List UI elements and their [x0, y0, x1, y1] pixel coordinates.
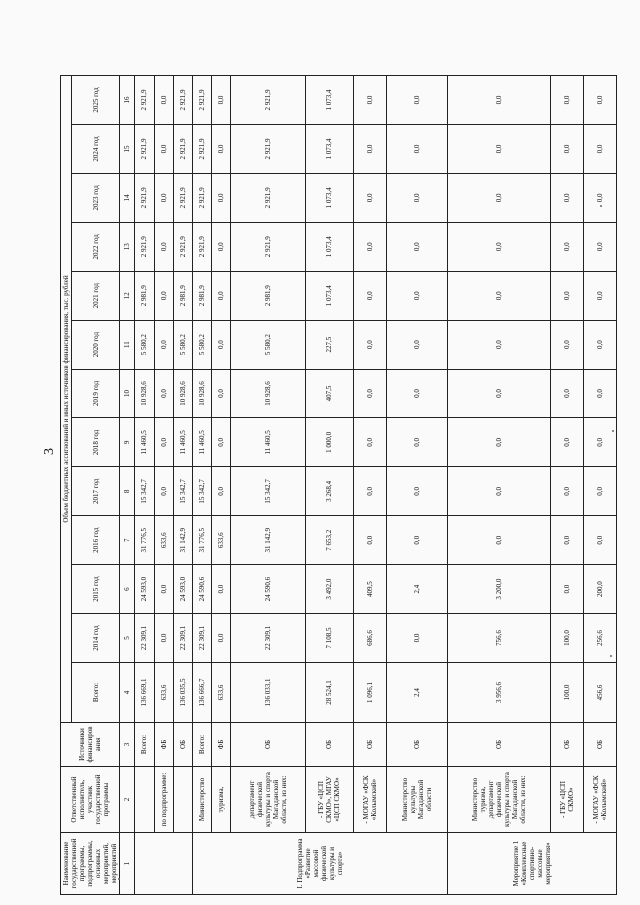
col-number: 7 [120, 516, 135, 565]
row-value: 2 921,9 [192, 173, 211, 222]
header-year: 2022 год [72, 222, 120, 271]
row-value: 136 033,1 [231, 663, 306, 723]
row-source: ОБ [353, 723, 386, 767]
header-year: 2019 год [72, 369, 120, 418]
row-value: 22 309,1 [173, 614, 192, 663]
row-value: 0,0 [386, 76, 447, 125]
row-value: 0,0 [447, 76, 550, 125]
row-value: 0,0 [584, 516, 617, 565]
header-year: 2024 год [72, 125, 120, 174]
row-value: 0,0 [154, 418, 173, 467]
row-value: 0,0 [212, 76, 231, 125]
row-value: 1 073,4 [306, 222, 353, 271]
row-value: 2 921,9 [173, 76, 192, 125]
row-source: ФБ [154, 723, 173, 767]
header-year: 2016 год [72, 516, 120, 565]
row-value: 0,0 [447, 467, 550, 516]
row-value: 0,0 [550, 467, 583, 516]
col-number: 5 [120, 614, 135, 663]
row-value: 0,0 [550, 516, 583, 565]
row-value: 2 921,9 [192, 76, 211, 125]
budget-table [60, 75, 617, 895]
row-value: 0,0 [584, 173, 617, 222]
row-value: 11 460,5 [173, 418, 192, 467]
row-value: 15 342,7 [231, 467, 306, 516]
col-number: 15 [120, 125, 135, 174]
header-year: 2025 год [72, 76, 120, 125]
col-number: 8 [120, 467, 135, 516]
row-value: 2 921,9 [135, 76, 154, 125]
row-value: 5 580,2 [173, 320, 192, 369]
row-value: 11 460,5 [231, 418, 306, 467]
row-source: ОБ [231, 723, 306, 767]
row-value: 686,6 [353, 614, 386, 663]
row-value: 0,0 [212, 467, 231, 516]
row-value: 0,0 [353, 320, 386, 369]
header-volume: Объем бюджетных ассигнований и иных источников финансирования, тыс. рублей [61, 76, 72, 723]
row-value: 136 669,1 [135, 663, 154, 723]
row-source: ОБ [447, 723, 550, 767]
row-value: 0,0 [386, 516, 447, 565]
row-value: 3 492,0 [306, 565, 353, 614]
table-row [584, 76, 617, 895]
row-value: 0,0 [212, 418, 231, 467]
row-value: 633,6 [154, 663, 173, 723]
row-value: 100,0 [550, 663, 583, 723]
row-value: 15 342,7 [135, 467, 154, 516]
row-source: Всего: [135, 723, 154, 767]
row-value: 0,0 [353, 125, 386, 174]
row-value: 0,0 [154, 320, 173, 369]
row-value: 0,0 [154, 76, 173, 125]
col-number: 12 [120, 271, 135, 320]
table-row [353, 76, 386, 895]
row-executor: по подпрограмме: [154, 767, 173, 833]
row-value: 0,0 [154, 565, 173, 614]
row-value: 5 580,2 [135, 320, 154, 369]
row-value: 0,0 [154, 125, 173, 174]
scan-speck [612, 430, 614, 432]
row-name: I. Подпрограмма «Развитие массовой физической культуры и спорта» [192, 833, 447, 895]
row-value: 1 073,4 [306, 125, 353, 174]
col-number: 13 [120, 222, 135, 271]
header-year: 2018 год [72, 418, 120, 467]
row-value: 0,0 [550, 369, 583, 418]
row-value: 3 200,0 [447, 565, 550, 614]
row-value: 5 580,2 [192, 320, 211, 369]
col-number: 4 [120, 663, 135, 723]
header-year: 2015 год [72, 565, 120, 614]
row-executor: - МОГАУ «ФСК «Колымский» [584, 767, 617, 833]
row-value: 1 073,4 [306, 173, 353, 222]
row-source: ОБ [173, 723, 192, 767]
row-value: 0,0 [154, 614, 173, 663]
row-value: 0,0 [353, 418, 386, 467]
row-executor [173, 767, 192, 833]
row-value: 0,0 [212, 369, 231, 418]
header-year: 2021 год [72, 271, 120, 320]
row-value: 0,0 [584, 222, 617, 271]
header-source: Источники финансирования [61, 723, 120, 767]
row-value: 200,0 [584, 565, 617, 614]
row-value: 756,6 [447, 614, 550, 663]
col-number: 1 [120, 833, 135, 895]
table-row [192, 76, 211, 895]
row-value: 3 268,4 [306, 467, 353, 516]
row-value: 0,0 [550, 125, 583, 174]
row-value: 7 653,2 [306, 516, 353, 565]
row-value: 2 921,9 [231, 222, 306, 271]
table-row [154, 76, 173, 895]
row-value: 0,0 [212, 271, 231, 320]
row-value: 31 142,9 [173, 516, 192, 565]
row-value: 0,0 [447, 271, 550, 320]
row-value: 0,0 [584, 418, 617, 467]
row-value: 0,0 [447, 516, 550, 565]
row-value: 2 981,9 [173, 271, 192, 320]
row-value: 2 921,9 [192, 125, 211, 174]
row-value: 2 921,9 [231, 125, 306, 174]
row-value: 0,0 [212, 320, 231, 369]
row-value: 0,0 [550, 271, 583, 320]
row-value: 24 590,6 [231, 565, 306, 614]
col-number: 16 [120, 76, 135, 125]
header-total: Всего: [72, 663, 120, 723]
row-value: 456,6 [584, 663, 617, 723]
row-value: 227,5 [306, 320, 353, 369]
row-executor: - МОГАУ «ФСК «Колымский» [353, 767, 386, 833]
row-source: ФБ [212, 723, 231, 767]
row-value: 0,0 [386, 125, 447, 174]
table-row [212, 76, 231, 895]
table-row [135, 76, 154, 895]
col-number: 3 [120, 723, 135, 767]
row-value: 2 921,9 [135, 125, 154, 174]
row-value: 10 928,6 [135, 369, 154, 418]
row-value: 0,0 [447, 125, 550, 174]
row-source: ОБ [550, 723, 583, 767]
row-value: 100,0 [550, 614, 583, 663]
row-source: ОБ [386, 723, 447, 767]
header-year: 2023 год [72, 173, 120, 222]
row-value: 15 342,7 [192, 467, 211, 516]
row-value: 136 666,7 [192, 663, 211, 723]
row-value: 0,0 [386, 320, 447, 369]
row-value: 0,0 [353, 369, 386, 418]
col-number: 11 [120, 320, 135, 369]
row-value: 1 073,4 [306, 76, 353, 125]
row-value: 0,0 [212, 614, 231, 663]
page-number: 3 [42, 448, 57, 455]
row-value: 7 108,5 [306, 614, 353, 663]
row-value: 136 035,5 [173, 663, 192, 723]
row-value: 0,0 [584, 320, 617, 369]
row-value: 0,0 [447, 320, 550, 369]
row-value: 0,0 [550, 565, 583, 614]
header-name: Наименование государственной программы, подпрограммы, основных мероприятий, мероприятий [61, 833, 120, 895]
row-value: 2 981,9 [231, 271, 306, 320]
scan-speck [600, 205, 602, 207]
row-source: ОБ [584, 723, 617, 767]
row-value: 0,0 [353, 173, 386, 222]
table-row [231, 76, 306, 895]
row-value: 0,0 [550, 76, 583, 125]
row-value: 0,0 [584, 125, 617, 174]
row-value: 0,0 [550, 173, 583, 222]
row-value: 0,0 [353, 76, 386, 125]
row-value: 0,0 [154, 467, 173, 516]
row-value: 0,0 [212, 173, 231, 222]
column-number-row [120, 76, 135, 895]
row-executor: департамент физической культуры и спорта Магаданской области, из них: [231, 767, 306, 833]
col-number: 6 [120, 565, 135, 614]
row-value: 2 921,9 [192, 222, 211, 271]
row-value: 24 593,0 [173, 565, 192, 614]
header-year: 2017 год [72, 467, 120, 516]
row-value: 633,6 [154, 516, 173, 565]
row-value: 11 460,5 [135, 418, 154, 467]
header-year: 2020 год [72, 320, 120, 369]
row-value: 1 000,0 [306, 418, 353, 467]
row-value: 0,0 [386, 418, 447, 467]
row-value: 0,0 [584, 467, 617, 516]
row-name: Мероприятие 1 «Комплексные спортивно-массовые мероприятия» [447, 833, 616, 895]
row-value: 0,0 [353, 467, 386, 516]
row-value: 2,4 [386, 663, 447, 723]
table-row [306, 76, 353, 895]
row-value: 0,0 [447, 369, 550, 418]
row-value: 0,0 [584, 369, 617, 418]
row-value: 0,0 [353, 222, 386, 271]
row-value: 0,0 [386, 467, 447, 516]
row-value: 2 921,9 [135, 173, 154, 222]
scan-speck [610, 655, 612, 657]
row-executor: Министерство [192, 767, 211, 833]
row-value: 256,6 [584, 614, 617, 663]
row-value: 2 981,9 [192, 271, 211, 320]
row-value: 10 928,6 [192, 369, 211, 418]
table-row [550, 76, 583, 895]
row-value: 0,0 [447, 173, 550, 222]
row-value: 0,0 [353, 271, 386, 320]
table-row [386, 76, 447, 895]
row-value: 0,0 [447, 418, 550, 467]
row-executor [135, 767, 154, 833]
header-executor: Ответственный исполнитель, участник государственной программы [61, 767, 120, 833]
row-value: 0,0 [212, 565, 231, 614]
scan-speck [118, 878, 120, 880]
col-number: 14 [120, 173, 135, 222]
row-value: 31 776,5 [135, 516, 154, 565]
row-executor: - ГБУ «ЦСП СКМО» [550, 767, 583, 833]
row-value: 22 309,1 [135, 614, 154, 663]
row-value: 0,0 [154, 173, 173, 222]
row-value: 2 921,9 [135, 222, 154, 271]
row-value: 0,0 [154, 369, 173, 418]
row-value: 15 342,7 [173, 467, 192, 516]
row-value: 407,5 [306, 369, 353, 418]
row-value: 0,0 [386, 369, 447, 418]
row-source: Всего: [192, 723, 211, 767]
row-value: 2 921,9 [173, 222, 192, 271]
row-value: 28 524,1 [306, 663, 353, 723]
row-value: 0,0 [584, 76, 617, 125]
row-value: 0,0 [447, 222, 550, 271]
table-row [173, 76, 192, 895]
row-value: 0,0 [386, 271, 447, 320]
row-value: 2 921,9 [231, 173, 306, 222]
row-value: 2,4 [386, 565, 447, 614]
row-value: 633,6 [212, 516, 231, 565]
row-value: 2 921,9 [173, 173, 192, 222]
row-value: 11 460,5 [192, 418, 211, 467]
row-value: 10 928,6 [231, 369, 306, 418]
row-source: ОБ [306, 723, 353, 767]
row-value: 1 073,4 [306, 271, 353, 320]
row-value: 5 580,2 [231, 320, 306, 369]
row-executor: Министерство туризма, департамент физической культуры и спорта Магаданской области, из них: [447, 767, 550, 833]
row-value: 0,0 [353, 516, 386, 565]
row-value: 1 096,1 [353, 663, 386, 723]
col-number: 9 [120, 418, 135, 467]
row-value: 0,0 [386, 173, 447, 222]
row-value: 2 921,9 [173, 125, 192, 174]
row-value: 22 309,1 [192, 614, 211, 663]
rotated-table-wrapper [60, 75, 609, 895]
row-value: 2 981,9 [135, 271, 154, 320]
row-executor: туризма, [212, 767, 231, 833]
row-value: 0,0 [584, 271, 617, 320]
row-executor: Министерство культуры Магаданской области [386, 767, 447, 833]
table-row [447, 76, 550, 895]
row-value: 24 593,0 [135, 565, 154, 614]
row-value: 0,0 [550, 222, 583, 271]
row-value: 22 309,1 [231, 614, 306, 663]
row-value: 31 142,9 [231, 516, 306, 565]
row-executor: - ГБУ «ЦСП СКМО», МГАУ «ЦСП СКМО» [306, 767, 353, 833]
row-value: 0,0 [386, 614, 447, 663]
row-value: 0,0 [154, 222, 173, 271]
table-body [135, 76, 617, 895]
row-value: 0,0 [386, 222, 447, 271]
row-value: 3 956,6 [447, 663, 550, 723]
header-year: 2014 год [72, 614, 120, 663]
row-value: 24 590,6 [192, 565, 211, 614]
row-value: 0,0 [550, 320, 583, 369]
row-value: 10 928,6 [173, 369, 192, 418]
row-value: 0,0 [550, 418, 583, 467]
row-value: 0,0 [212, 222, 231, 271]
row-value: 0,0 [212, 125, 231, 174]
row-value: 633,6 [212, 663, 231, 723]
col-number: 2 [120, 767, 135, 833]
row-value: 0,0 [154, 271, 173, 320]
row-value: 31 776,5 [192, 516, 211, 565]
col-number: 10 [120, 369, 135, 418]
row-value: 2 921,9 [231, 76, 306, 125]
row-value: 409,5 [353, 565, 386, 614]
row-name [135, 833, 193, 895]
